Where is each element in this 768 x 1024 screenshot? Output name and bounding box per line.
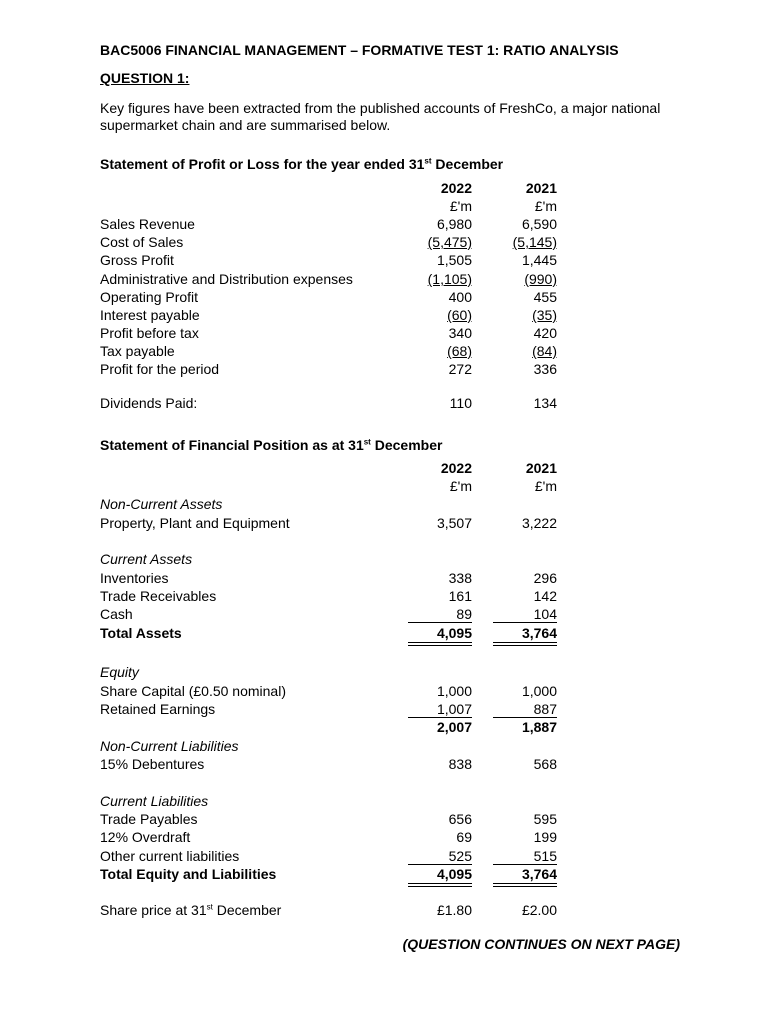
debentures-2022: 838	[448, 756, 472, 772]
debentures-2021: 568	[533, 756, 557, 772]
sfp-year-2021: 2021	[525, 460, 557, 476]
total-assets-2021: 3,764	[521, 625, 557, 641]
document-title: BAC5006 FINANCIAL MANAGEMENT – FORMATIVE TEST 1: RATIO ANALYSIS	[100, 42, 619, 58]
sfp-heading: Statement of Financial Position as at 31st December	[100, 437, 443, 453]
cash-2021: 104	[533, 606, 557, 622]
pl-value-2022: 272	[448, 361, 472, 377]
pl-unit-2022: £'m	[449, 198, 472, 214]
other-cl-2021: 515	[533, 848, 557, 864]
equity-total-2021: 1,887	[521, 719, 557, 735]
rule	[408, 645, 472, 646]
pl-label: Profit for the period	[100, 361, 220, 377]
ppe-label: Property, Plant and Equipment	[100, 515, 290, 531]
share-capital-2021: 1,000	[521, 683, 557, 699]
cash-2022: 89	[456, 606, 472, 622]
retained-2022: 1,007	[436, 701, 472, 717]
payables-2021: 595	[533, 811, 557, 827]
pl-value-2021: (5,145)	[512, 234, 557, 250]
rule	[408, 642, 472, 643]
share-price-2021: £2.00	[521, 902, 557, 918]
pl-label: Operating Profit	[100, 289, 199, 305]
overdraft-2021: 199	[533, 829, 557, 845]
equity-heading: Equity	[100, 664, 139, 680]
payables-2022: 656	[448, 811, 472, 827]
share-price-2022: £1.80	[436, 902, 472, 918]
pl-label: Administrative and Distribution expenses	[100, 271, 353, 287]
pl-value-2022: (68)	[447, 343, 472, 359]
intro-paragraph: Key figures have been extracted from the published accounts of FreshCo, a major national supermarket chain and are summarised below.	[100, 100, 661, 133]
pl-value-2021: (35)	[532, 307, 557, 323]
pl-value-2021: 1,445	[521, 252, 557, 268]
rule	[408, 886, 472, 887]
rule	[408, 622, 472, 623]
pl-value-2022: (5,475)	[427, 234, 472, 250]
rule	[493, 864, 557, 865]
rule	[408, 883, 472, 884]
dividends-2022: 110	[449, 395, 472, 411]
pl-value-2022: (60)	[447, 307, 472, 323]
equity-total-2022: 2,007	[436, 719, 472, 735]
rule	[493, 717, 557, 718]
total-assets-2022: 4,095	[436, 625, 472, 641]
rule	[493, 645, 557, 646]
retained-2021: 887	[533, 701, 557, 717]
pl-value-2022: 1,505	[436, 252, 472, 268]
total-el-2022: 4,095	[436, 866, 472, 882]
question-heading: QUESTION 1:	[100, 70, 190, 86]
share-capital-label: Share Capital (£0.50 nominal)	[100, 683, 286, 699]
share-price-label: Share price at 31st December	[100, 902, 282, 918]
cash-label: Cash	[100, 606, 133, 622]
pl-label: Sales Revenue	[100, 216, 195, 232]
total-el-2021: 3,764	[521, 866, 557, 882]
pl-label: Cost of Sales	[100, 234, 184, 250]
pl-label: Tax payable	[100, 343, 175, 359]
sfp-unit-2021: £'m	[534, 478, 557, 494]
inventories-2022: 338	[448, 570, 472, 586]
pl-value-2022: 340	[448, 325, 472, 341]
dividends-label: Dividends Paid:	[100, 395, 198, 411]
pl-value-2021: 336	[533, 361, 557, 377]
total-el-label: Total Equity and Liabilities	[100, 866, 277, 882]
pl-value-2022: (1,105)	[427, 271, 472, 287]
pl-value-2022: 6,980	[436, 216, 472, 232]
ppe-2021: 3,222	[521, 515, 557, 531]
rule	[493, 622, 557, 623]
pl-label: Interest payable	[100, 307, 200, 323]
pl-value-2021: 420	[533, 325, 557, 341]
inventories-label: Inventories	[100, 570, 169, 586]
debentures-label: 15% Debentures	[100, 756, 205, 772]
pl-heading: Statement of Profit or Loss for the year ended 31st December	[100, 156, 504, 172]
payables-label: Trade Payables	[100, 811, 198, 827]
cl-heading: Current Liabilities	[100, 793, 209, 809]
receivables-2022: 161	[448, 588, 472, 604]
total-assets-label: Total Assets	[100, 625, 182, 641]
other-cl-label: Other current liabilities	[100, 848, 240, 864]
receivables-label: Trade Receivables	[100, 588, 217, 604]
retained-label: Retained Earnings	[100, 701, 216, 717]
pl-value-2021: (990)	[524, 271, 557, 287]
continues-note: (QUESTION CONTINUES ON NEXT PAGE)	[402, 936, 680, 952]
pl-label: Profit before tax	[100, 325, 199, 341]
pl-year-2022: 2022	[440, 180, 472, 196]
other-cl-2022: 525	[448, 848, 472, 864]
pl-year-2021: 2021	[525, 180, 557, 196]
overdraft-label: 12% Overdraft	[100, 829, 191, 845]
ca-heading: Current Assets	[100, 551, 193, 567]
overdraft-2022: 69	[456, 829, 472, 845]
sfp-year-2022: 2022	[440, 460, 472, 476]
rule	[408, 717, 472, 718]
rule	[493, 886, 557, 887]
dividends-2021: 134	[533, 395, 557, 411]
rule	[493, 642, 557, 643]
ncl-heading: Non-Current Liabilities	[100, 738, 239, 754]
receivables-2021: 142	[533, 588, 557, 604]
pl-label: Gross Profit	[100, 252, 174, 268]
sfp-unit-2022: £'m	[449, 478, 472, 494]
share-capital-2022: 1,000	[436, 683, 472, 699]
nca-heading: Non-Current Assets	[100, 496, 223, 512]
inventories-2021: 296	[533, 570, 557, 586]
rule	[408, 864, 472, 865]
ppe-2022: 3,507	[436, 515, 472, 531]
pl-value-2021: 455	[533, 289, 557, 305]
pl-value-2022: 400	[448, 289, 472, 305]
rule	[493, 883, 557, 884]
pl-value-2021: 6,590	[521, 216, 557, 232]
pl-unit-2021: £'m	[534, 198, 557, 214]
pl-value-2021: (84)	[532, 343, 557, 359]
